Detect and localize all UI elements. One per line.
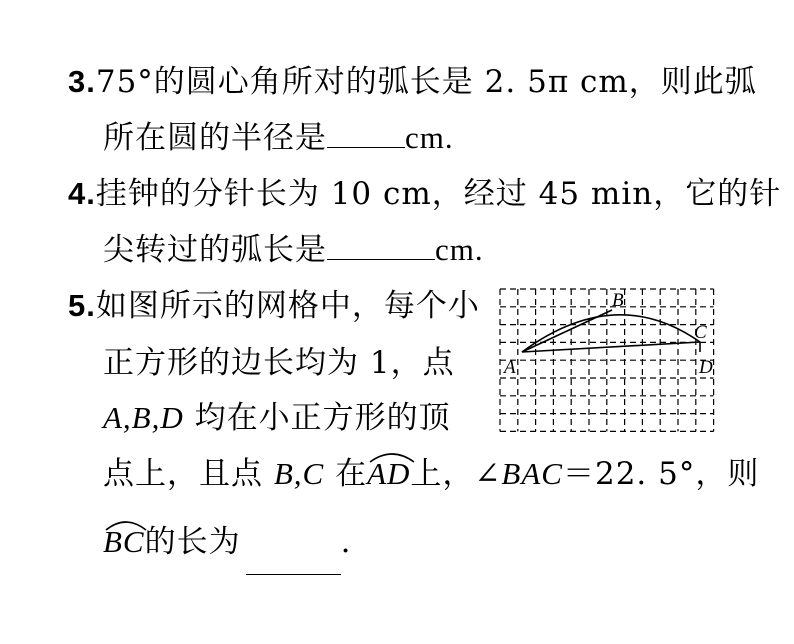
q4-line2 <box>103 230 484 270</box>
arc-ad-label: AD <box>367 456 411 491</box>
q4-answer-blank[interactable] <box>327 233 435 260</box>
q5-points-bc: B,C <box>273 456 325 491</box>
q5-points-abd: A,B,D <box>103 400 184 435</box>
q5-text-line4-b: 在 <box>324 456 368 492</box>
q4-unit: cm. <box>435 232 484 267</box>
q3-unit: cm. <box>405 120 454 155</box>
q5-number: 5. <box>68 288 96 323</box>
q4-text-line1: 挂钟的分针长为 10 cm，经过 45 min，它的针 <box>95 176 782 212</box>
q5-text-line4-d: ＝22. 5°，则 <box>562 456 760 492</box>
q5-line3 <box>103 398 451 438</box>
q4-line1 <box>68 174 781 214</box>
q5-period: . <box>340 524 352 560</box>
q5-text-line5: 的长为 <box>144 524 241 560</box>
segment-ac <box>522 342 700 352</box>
q5-text-line1: 如图所示的网格中，每个小 <box>95 288 480 324</box>
q5-text-line4-a: 点上，且点 <box>103 456 274 492</box>
q5-line4 <box>103 454 759 494</box>
arc-bc <box>103 522 145 562</box>
q5-text-line4-c: 上，∠ <box>410 456 502 492</box>
arc-ad <box>367 454 410 494</box>
q4-text-line2: 尖转过的弧长是 <box>103 232 327 268</box>
q3-text-line2: 所在圆的半径是 <box>103 120 327 156</box>
q3-number: 3. <box>68 64 96 99</box>
q5-answer-blank[interactable] <box>246 574 341 575</box>
q3-text-line1: 75°的圆心角所对的弧长是 2. 5π cm，则此弧 <box>95 64 757 100</box>
q4-number: 4. <box>68 176 96 211</box>
arc-ad-mark <box>367 450 417 464</box>
q3-line2 <box>103 118 454 158</box>
arc-bc-label: BC <box>103 524 145 559</box>
q5-angle-bac: BAC <box>501 456 563 491</box>
label-b: B <box>612 290 624 311</box>
q3-line1 <box>68 62 757 102</box>
q5-line1 <box>68 286 480 326</box>
q3-answer-blank[interactable] <box>327 121 405 148</box>
grid-figure <box>496 286 724 432</box>
arc-bc-mark <box>103 518 149 532</box>
label-a: A <box>504 357 516 378</box>
q5-line2 <box>103 343 455 383</box>
label-d: D <box>699 357 713 378</box>
q5-line5 <box>103 522 351 562</box>
label-c: C <box>694 322 707 343</box>
q5-text-line2: 正方形的边长均为 1，点 <box>103 345 455 381</box>
grid-lines <box>500 289 714 431</box>
q5-text-line3: 均在小正方形的顶 <box>183 400 451 436</box>
